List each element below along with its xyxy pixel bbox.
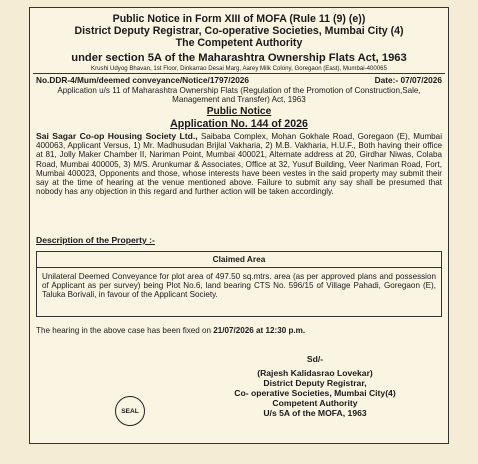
- divider: [33, 73, 445, 74]
- public-notice: [29, 7, 449, 444]
- application-number: Application No. 144 of 2026: [170, 118, 308, 130]
- claimed-area-box: [36, 251, 442, 317]
- notice-title-line2: District Deputy Registrar, Co-operative Societies, Mumbai City (4): [74, 25, 404, 37]
- claimed-area-text: Unilateral Deemed Conveyance for plot area of 497.50 sq.mtrs. area (as per approved plans and possession of Applicant as per survey) being Plot No.6, land bearing CTS No. 596/15 of Village Pahadi, Goregaon (E), Taluka Borivali, in favour of the Applicant Society.: [42, 272, 436, 300]
- seal-label: SEAL: [121, 407, 139, 415]
- public-notice-heading: Public Notice: [206, 106, 272, 117]
- reference-row: [36, 75, 442, 85]
- signatory-designation3: Competent Authority: [272, 398, 358, 408]
- hearing-text: [36, 326, 442, 335]
- notice-date: Date:- 07/07/2026: [374, 75, 442, 85]
- signatory-designation4: U/s 5A of the MOFA, 1963: [263, 408, 367, 418]
- notice-title-line1: Public Notice in Form XIII of MOFA (Rule 11 (9) (e)): [112, 13, 366, 25]
- signatory-designation1: District Deputy Registrar,: [263, 378, 367, 388]
- reference-number: No.DDR-4/Mum/deemed conveyance/Notice/1797/2026: [36, 75, 250, 85]
- office-address: Krushi Udyog Bhavan, 1st Floor, Dinkarrao Desai Marg, Aarey Milk Colony, Goregaon (East), Mumbai-400065: [91, 65, 387, 72]
- application-info: Application u/s 11 of Maharashtra Ownership Flats (Regulation of the Promotion of Construction,Sale, Management and Transfer) Act, 1963: [57, 86, 421, 105]
- claimed-area-heading: Claimed Area: [37, 252, 441, 268]
- signatory-name: (Rajesh Kalidasrao Lovekar): [257, 368, 373, 378]
- hearing-date: 21/07/2026 at 12:30 p.m.: [213, 326, 306, 335]
- seal-stamp: [115, 396, 145, 426]
- notice-title-line3: The Competent Authority: [175, 37, 303, 49]
- property-description-heading: Description of the Property :-: [36, 235, 155, 245]
- signatory-designation2: Co- operative Societies, Mumbai City(4): [234, 388, 396, 398]
- notice-title-line4: under section 5A of the Maharashtra Ownership Flats Act, 1963: [71, 52, 407, 64]
- body-text: Saibaba Complex, Mohan Gokhale Road, Goregaon (E), Mumbai 400063, Applicant Versus, 1) Mr. Madhusudan Brijlal Vakharia, 2) M.B. Vakharia, H.U.F., Both having their office at 81, Jolly Maker Chamber II, Nariman Point, Mumbai 400021, Alternate address at 20, Girdhar Niwas, Colaba Road, Mumbai 400005, 3) M/S. Arunkumar & Associates, Office at 32, Yusuf Building, Veer Nariman Road, Fort, Mumbai 400023, Opponents and those, whose interests have been vestes in the said property may submit their say at the time of hearing at the venue mentioned above. Failure to submit any say shall be presumed that nobody has any objection in this regard and further action will be taken accordingly.: [36, 132, 442, 197]
- hearing-prefix: The hearing in the above case has been fixed on: [36, 326, 214, 335]
- notice-body: [36, 132, 442, 196]
- applicant-name: Sai Sagar Co-op Housing Society Ltd.,: [36, 131, 198, 141]
- signature-sd: Sd/-: [306, 354, 324, 364]
